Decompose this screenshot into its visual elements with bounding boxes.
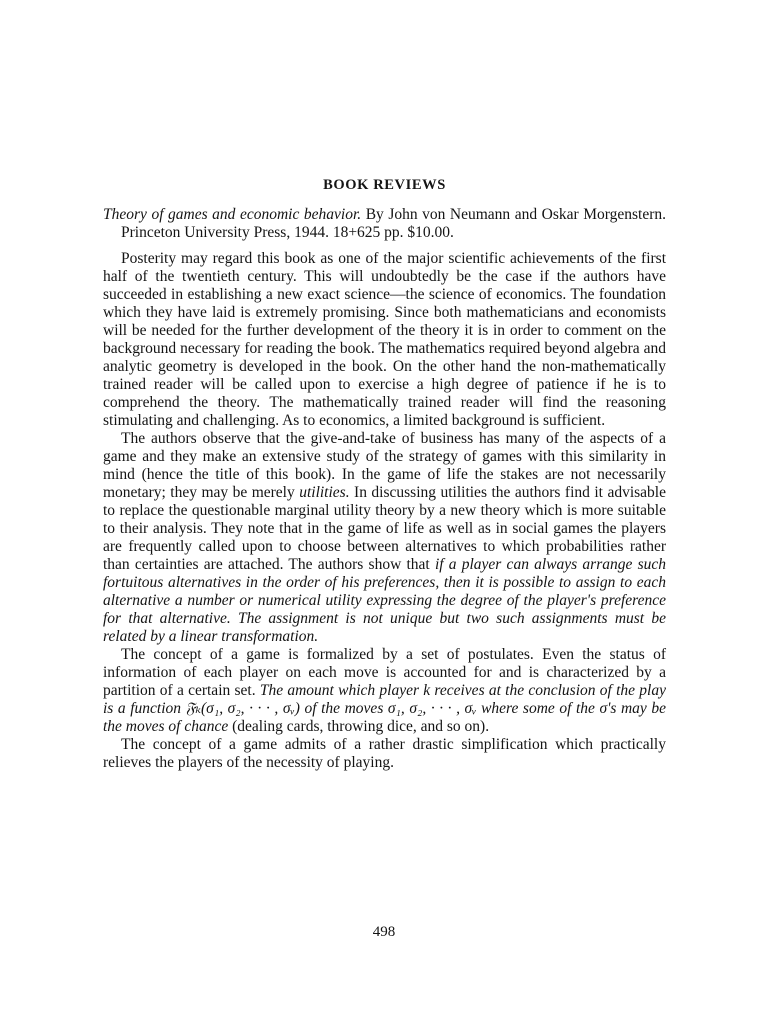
- review-page: [103, 170, 666, 772]
- paragraph-3-italic-function: The amount which player k receives at the conclusion of the play is a function 𝔉ₖ(σ₁, σ₂, · · · , σᵥ) of the moves σ₁, σ₂, · · · , σᵥ where some of the σ's may be the moves of chance: [103, 682, 666, 735]
- paragraph-2-italic-theorem: if a player can always arrange such fortuitous alternatives in the order of his preferences, then it is possible to assign to each alternative a number or numerical utility expressing the degree of the player's preference for that alternative. The assignment is not unique but two such assignments must be related by a linear transformation.: [103, 556, 666, 645]
- paragraph-3-text-c: (dealing cards, throwing dice, and so on).: [228, 718, 490, 735]
- book-details: By John von Neumann and Oskar Morgenstern. Princeton University Press, 1944. 18+625 pp. $10.00.: [121, 206, 666, 241]
- paragraph-3: [103, 646, 666, 736]
- paragraph-2: [103, 430, 666, 646]
- book-title: Theory of games and economic behavior.: [103, 206, 362, 223]
- book-citation: [103, 206, 666, 242]
- page-number: 498: [372, 924, 396, 940]
- paragraph-1: Posterity may regard this book as one of the major scientific achievements of the first half of the twentieth century. This will undoubtedly be the case if the authors have succeeded in establishing a new exact science—the science of economics. The foundation which they have laid is extremely promising. Since both mathematicians and economists will be needed for the further development of the theory it is in order to comment on the background necessary for reading the book. The mathematics required beyond algebra and analytic geometry is developed in the book. On the other hand the non-mathematically trained reader will be called upon to exercise a high degree of patience if he is to comprehend the theory. The mathematically trained reader will find the reasoning stimulating and challenging. As to economics, a limited background is sufficient.: [103, 250, 666, 429]
- paragraph-2-text-a: The authors observe that the give-and-take of business has many of the aspects of a game and they make an extensive study of the strategy of games with this similarity in mind (hence the title of this book). In the game of life the stakes are not necessarily monetary; they may be merely: [103, 430, 666, 501]
- paragraph-3-text-a: The concept of a game is formalized by a set of postulates. Even the status of information of each player on each move is accounted for and is characterized by a partition of a certain set.: [103, 646, 666, 699]
- paragraph-2-italic-utilities: utilities.: [299, 484, 350, 501]
- paragraph-2-text-c: In discussing utilities the authors find it advisable to replace the questionable marginal utility theory by a new theory which is more suitable to their analysis. They note that in the game of life as well as in social games the players are frequently called upon to choose between alternatives to which probabilities rather than certainties are attached. The authors show that: [103, 484, 666, 573]
- section-heading: BOOK REVIEWS: [323, 177, 446, 193]
- paragraph-4: The concept of a game admits of a rather drastic simplification which practically relieves the players of the necessity of playing.: [103, 736, 666, 771]
